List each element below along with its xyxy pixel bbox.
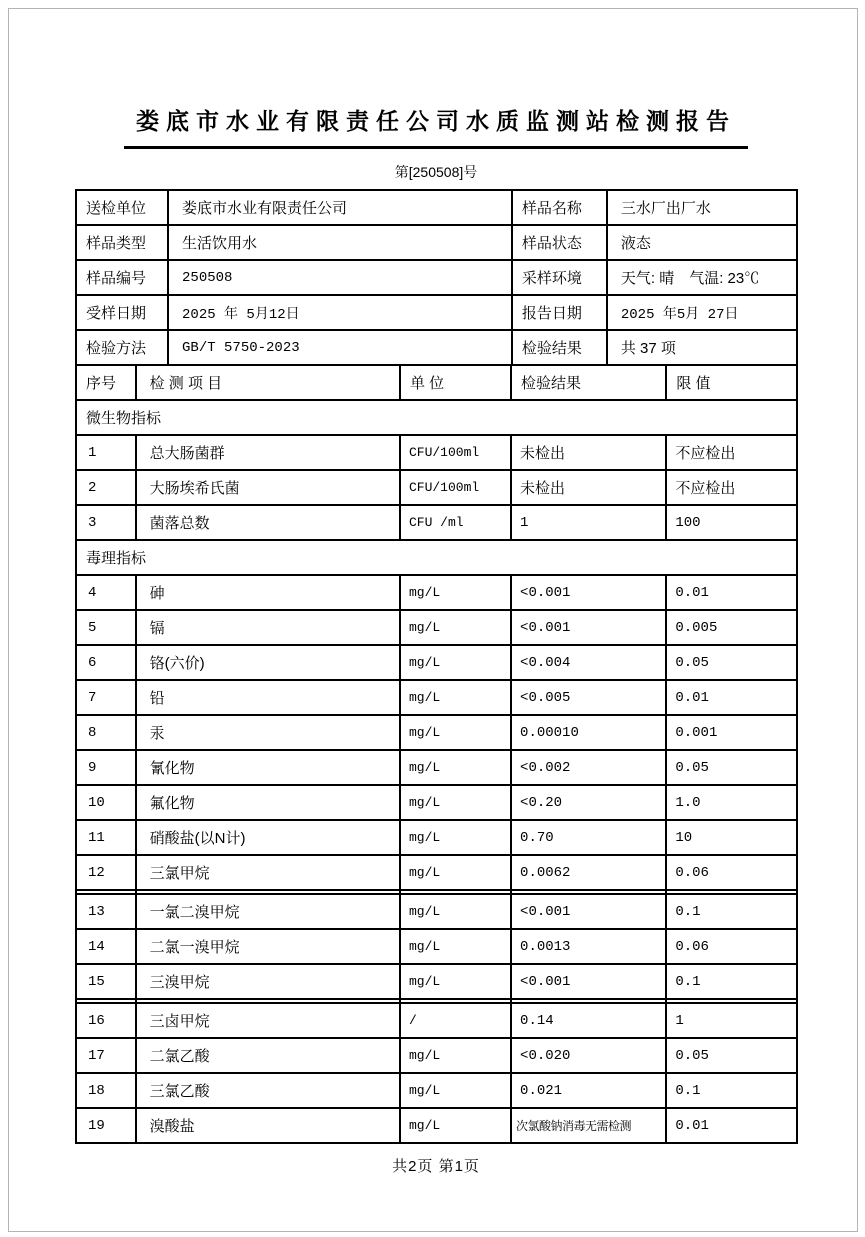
row-unit: CFU /ml: [400, 505, 511, 540]
row-limit: 1: [666, 1003, 797, 1038]
row-item: 氰化物: [136, 750, 400, 785]
row-result: <0.001: [511, 610, 666, 645]
row-limit: 0.06: [666, 855, 797, 890]
row-no: 13: [76, 894, 136, 929]
row-no: 3: [76, 505, 136, 540]
column-header-limit: 限 值: [666, 365, 797, 400]
row-unit: mg/L: [400, 750, 511, 785]
row-unit: CFU/100ml: [400, 435, 511, 470]
row-result: 0.00010: [511, 715, 666, 750]
info-value: 天气: 晴 气温: 23℃: [607, 260, 797, 295]
table-row: [76, 785, 797, 820]
info-value: 250508: [168, 260, 512, 295]
row-no: 12: [76, 855, 136, 890]
row-unit: mg/L: [400, 894, 511, 929]
table-row: [76, 1073, 797, 1108]
info-label: 送检单位: [76, 190, 168, 225]
row-limit: 10: [666, 820, 797, 855]
row-limit: 0.001: [666, 715, 797, 750]
table-row: [76, 820, 797, 855]
row-no: 15: [76, 964, 136, 999]
row-item: 硝酸盐(以N计): [136, 820, 400, 855]
row-item: 三氯甲烷: [136, 855, 400, 890]
info-label: 样品编号: [76, 260, 168, 295]
row-item: 二氯乙酸: [136, 1038, 400, 1073]
row-item: 一氯二溴甲烷: [136, 894, 400, 929]
row-item: 汞: [136, 715, 400, 750]
row-item: 三卤甲烷: [136, 1003, 400, 1038]
row-no: 19: [76, 1108, 136, 1143]
row-unit: mg/L: [400, 929, 511, 964]
info-row: [76, 190, 797, 225]
row-item: 溴酸盐: [136, 1108, 400, 1143]
row-result: <0.20: [511, 785, 666, 820]
row-unit: mg/L: [400, 820, 511, 855]
row-result: 0.021: [511, 1073, 666, 1108]
results-header-row: [76, 365, 797, 400]
row-no: 10: [76, 785, 136, 820]
row-result: <0.001: [511, 894, 666, 929]
table-row: [76, 1003, 797, 1038]
row-no: 16: [76, 1003, 136, 1038]
info-label: 检验方法: [76, 330, 168, 365]
row-no: 14: [76, 929, 136, 964]
info-label: 报告日期: [512, 295, 607, 330]
row-limit: 0.1: [666, 964, 797, 999]
info-row: [76, 330, 797, 365]
sample-info-table: [75, 189, 798, 366]
section-row-microbial: [76, 400, 797, 435]
info-row: [76, 260, 797, 295]
row-result: 次氯酸钠消毒无需检测: [511, 1108, 666, 1143]
row-limit: 0.05: [666, 645, 797, 680]
table-row: [76, 680, 797, 715]
row-unit: mg/L: [400, 855, 511, 890]
row-no: 7: [76, 680, 136, 715]
row-limit: 0.005: [666, 610, 797, 645]
row-no: 1: [76, 435, 136, 470]
row-item: 铅: [136, 680, 400, 715]
row-no: 6: [76, 645, 136, 680]
row-unit: mg/L: [400, 964, 511, 999]
column-header-item: 检 测 项 目: [136, 365, 400, 400]
info-label: 检验结果: [512, 330, 607, 365]
row-unit: mg/L: [400, 1038, 511, 1073]
row-unit: CFU/100ml: [400, 470, 511, 505]
row-result: 0.0062: [511, 855, 666, 890]
row-unit: /: [400, 1003, 511, 1038]
table-row: [76, 1108, 797, 1143]
row-limit: 0.1: [666, 894, 797, 929]
info-row: [76, 295, 797, 330]
row-no: 8: [76, 715, 136, 750]
row-no: 11: [76, 820, 136, 855]
row-unit: mg/L: [400, 1073, 511, 1108]
table-row: [76, 435, 797, 470]
row-item: 砷: [136, 575, 400, 610]
column-header-unit: 单 位: [400, 365, 511, 400]
row-result: <0.001: [511, 964, 666, 999]
row-no: 5: [76, 610, 136, 645]
row-limit: 0.05: [666, 1038, 797, 1073]
row-limit: 0.01: [666, 1108, 797, 1143]
row-unit: mg/L: [400, 1108, 511, 1143]
row-item: 二氯一溴甲烷: [136, 929, 400, 964]
row-no: 17: [76, 1038, 136, 1073]
row-no: 18: [76, 1073, 136, 1108]
row-item: 镉: [136, 610, 400, 645]
table-row: [76, 750, 797, 785]
row-unit: mg/L: [400, 680, 511, 715]
row-limit: 不应检出: [666, 470, 797, 505]
info-label: 样品名称: [512, 190, 607, 225]
row-no: 9: [76, 750, 136, 785]
info-value: 三水厂出厂水: [607, 190, 797, 225]
section-row-toxicological: [76, 540, 797, 575]
row-result: <0.005: [511, 680, 666, 715]
results-table: [75, 364, 798, 1144]
row-result: 未检出: [511, 470, 666, 505]
row-limit: 0.05: [666, 750, 797, 785]
section-label: 微生物指标: [76, 400, 797, 435]
row-limit: 1.0: [666, 785, 797, 820]
row-unit: mg/L: [400, 785, 511, 820]
row-item: 三氯乙酸: [136, 1073, 400, 1108]
row-result: 0.0013: [511, 929, 666, 964]
info-value: GB/T 5750-2023: [168, 330, 512, 365]
info-value: 共 37 项: [607, 330, 797, 365]
info-value: 2025 年5月 27日: [607, 295, 797, 330]
row-no: 4: [76, 575, 136, 610]
info-label: 样品状态: [512, 225, 607, 260]
info-value: 娄底市水业有限责任公司: [168, 190, 512, 225]
report-title: 娄底市水业有限责任公司水质监测站检测报告: [124, 107, 748, 149]
title-block: [75, 9, 797, 149]
info-value: 液态: [607, 225, 797, 260]
info-label: 样品类型: [76, 225, 168, 260]
table-row: [76, 610, 797, 645]
row-item: 氟化物: [136, 785, 400, 820]
column-header-no: 序号: [76, 365, 136, 400]
table-row: [76, 855, 797, 890]
row-result: 未检出: [511, 435, 666, 470]
row-limit: 0.1: [666, 1073, 797, 1108]
info-label: 采样环境: [512, 260, 607, 295]
row-limit: 100: [666, 505, 797, 540]
section-label: 毒理指标: [76, 540, 797, 575]
table-row: [76, 470, 797, 505]
row-limit: 0.01: [666, 680, 797, 715]
info-value: 生活饮用水: [168, 225, 512, 260]
table-row: [76, 505, 797, 540]
row-limit: 0.01: [666, 575, 797, 610]
page-footer: 共2页 第1页: [392, 1158, 480, 1175]
table-row: [76, 964, 797, 999]
row-result: <0.020: [511, 1038, 666, 1073]
info-label: 受样日期: [76, 295, 168, 330]
row-limit: 不应检出: [666, 435, 797, 470]
row-unit: mg/L: [400, 715, 511, 750]
report-number: 第[250508]号: [394, 164, 478, 180]
row-result: <0.002: [511, 750, 666, 785]
info-value: 2025 年 5月12日: [168, 295, 512, 330]
info-row: [76, 225, 797, 260]
table-row: [76, 575, 797, 610]
table-row: [76, 1038, 797, 1073]
table-row: [76, 715, 797, 750]
row-item: 菌落总数: [136, 505, 400, 540]
table-row: [76, 894, 797, 929]
row-item: 总大肠菌群: [136, 435, 400, 470]
row-result: 1: [511, 505, 666, 540]
table-row: [76, 929, 797, 964]
row-unit: mg/L: [400, 645, 511, 680]
row-item: 铬(六价): [136, 645, 400, 680]
row-item: 三溴甲烷: [136, 964, 400, 999]
row-result: 0.70: [511, 820, 666, 855]
row-no: 2: [76, 470, 136, 505]
table-row: [76, 645, 797, 680]
row-result: 0.14: [511, 1003, 666, 1038]
row-limit: 0.06: [666, 929, 797, 964]
row-result: <0.004: [511, 645, 666, 680]
row-result: <0.001: [511, 575, 666, 610]
page-border: [8, 8, 858, 1232]
row-unit: mg/L: [400, 575, 511, 610]
column-header-result: 检验结果: [511, 365, 666, 400]
row-item: 大肠埃希氏菌: [136, 470, 400, 505]
document-content: [75, 9, 797, 1176]
row-unit: mg/L: [400, 610, 511, 645]
